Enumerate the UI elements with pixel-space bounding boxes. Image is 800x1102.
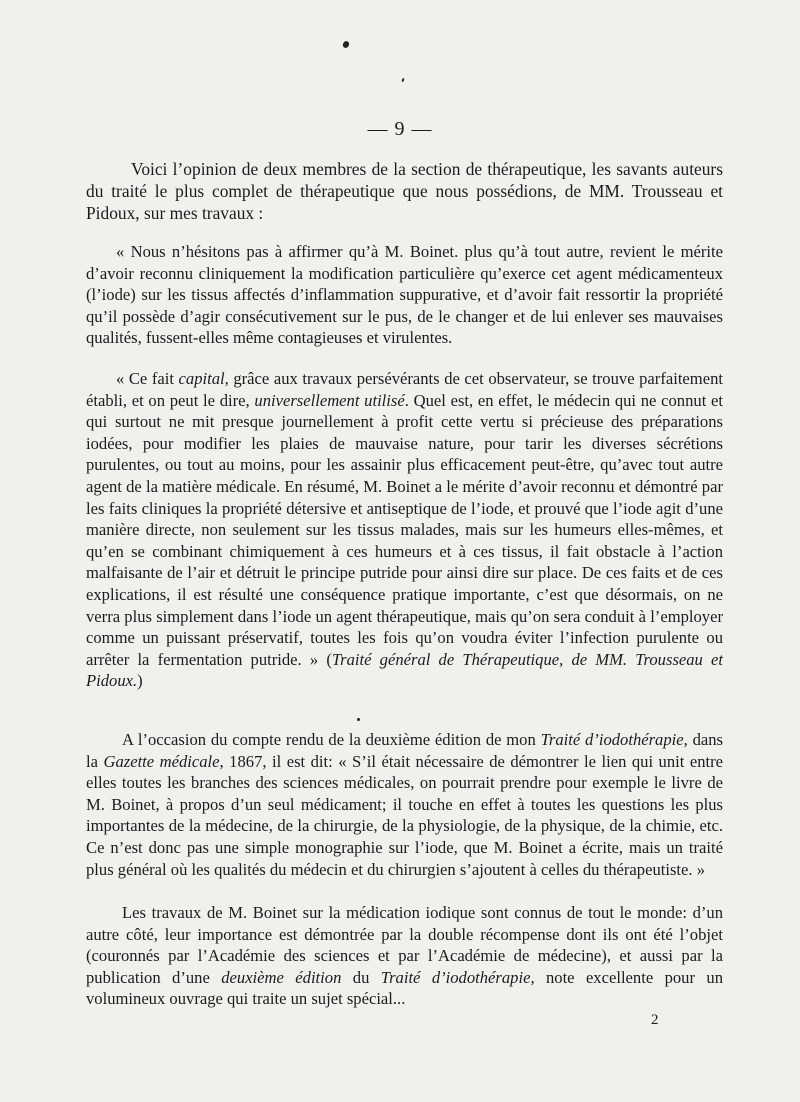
text-run: du bbox=[341, 967, 381, 987]
paragraph-quote-1: « Nous n’hésitons pas à affirmer qu’à M. Boinet. plus qu’à tout autre, revient le mérite d’avoir reconnu cliniquement la modification particulière qu’exerce cet agent médicamenteux (l’iode) sur les tissus affectés d’inflammation suppurative, et d’avoir fait ressortir la propriété qu’il possède d’agir consécutivement sur le pus, de le changer et de lui enlever ses mauvaises qualités, fussent-elles même contagieuses et virulentes. bbox=[86, 242, 723, 348]
italic-run: Gazette médicale bbox=[103, 751, 220, 771]
text-run: , grâce aux travaux persévérants de cet observateur, se trouve parfaitement établi, et on peut le dire, bbox=[86, 369, 723, 410]
signature-mark: 2 bbox=[651, 1012, 659, 1028]
text-run: ) bbox=[137, 671, 143, 691]
text-run: , note excellente pour un volumineux ouvrage qui traite un sujet spécial... bbox=[86, 967, 723, 1009]
text-run: « Ce fait bbox=[116, 369, 179, 388]
text-run: A l’occasion du compte rendu de la deuxième édition de mon bbox=[122, 730, 541, 749]
text-run: , 1867, il est dit: « S’il était nécessaire de démontrer le lien qui unit entre elles toutes les branches des sciences médicales, on pourrait prendre pour exemple le livre de M. Boinet, à propos d’un seul médicament; il touche en effet à toutes les questions les plus importantes de la médecine, de la chirurgie, de la physiologie, de la physique, de la chimie, etc. Ce n’est donc pas une simple monographie sur l’iode, que M. Boinet a écrite, mais un traité plus général où les qualités du médecin et du chirurgien s’ajoutent à celles du thérapeutiste. » bbox=[86, 751, 724, 879]
text-run: , dans la bbox=[86, 730, 723, 771]
italic-run: deuxième édition bbox=[221, 967, 342, 987]
ink-speck bbox=[342, 40, 351, 49]
paragraph-gazette bbox=[86, 729, 723, 880]
text-run: . Quel est, en effet, le médecin qui ne connut et qui surtout ne mit presque journellement à profit cette vertu si précieuse des préparations iodées, pour modifier les plaies de mauvaise nature, pour tarir les diverses sécrétions purulentes, ou tout au moins, pour les assainir plus efficacement peut-être, qu’avec tout autre agent de la matière médicale. En résumé, M. Boinet a le mérite d’avoir reconnu et démontré par les faits cliniques la propriété détersive et antiseptique de l’iode, et prouvé que l’iode agit d’une manière directe, non seulement sur les tissus malades, mais sur les humeurs elles-mêmes, et qu’en se combinant chimiquement à ces humeurs et à ces tissus, il fait obstacle à l’action malfaisante de l’air et détruit le principe putride pour ainsi dire sur place. De ces faits et de ces explications, il est résulté une conséquence pratique importante, c’est que désormais, on ne verra plus simplement dans l’iode un agent thérapeutique, mais qu’on sera conduit à l’employer comme un puissant préservatif, toutes les fois qu’on voudra éviter l’infection purulente ou arrêter la fermentation putride. » ( bbox=[86, 390, 724, 669]
italic-run: capital bbox=[178, 369, 225, 388]
text-run: Les travaux de M. Boinet sur la médication iodique sont connus de tout le monde: d’un autre côté, leur importance est démontrée par la double récompense dont ils ont été l’objet (couronnés par l’Académie des sciences et par l’Académie de médecine), et aussi par la publication d’une bbox=[86, 903, 723, 987]
page-number: — 9 — bbox=[367, 118, 433, 140]
italic-run: Traité d’iodothérapie bbox=[540, 730, 684, 749]
citation-italic: Traité général de Thérapeutique, de MM. Trousseau et Pidoux. bbox=[86, 649, 723, 691]
paragraph-intro: Voici l’opinion de deux membres de la section de thérapeutique, les savants auteurs du traité le plus complet de thérapeutique que nous possédions, de MM. Trousseau et Pidoux, sur mes travaux : bbox=[86, 159, 723, 223]
paragraph-quote-2 bbox=[86, 368, 723, 692]
ink-speck bbox=[357, 718, 360, 721]
paragraph-travaux bbox=[86, 902, 723, 1010]
italic-run: Traité d’iodothérapie bbox=[380, 967, 531, 987]
ink-speck bbox=[401, 78, 404, 82]
italic-run: universellement utilisé bbox=[254, 390, 405, 410]
